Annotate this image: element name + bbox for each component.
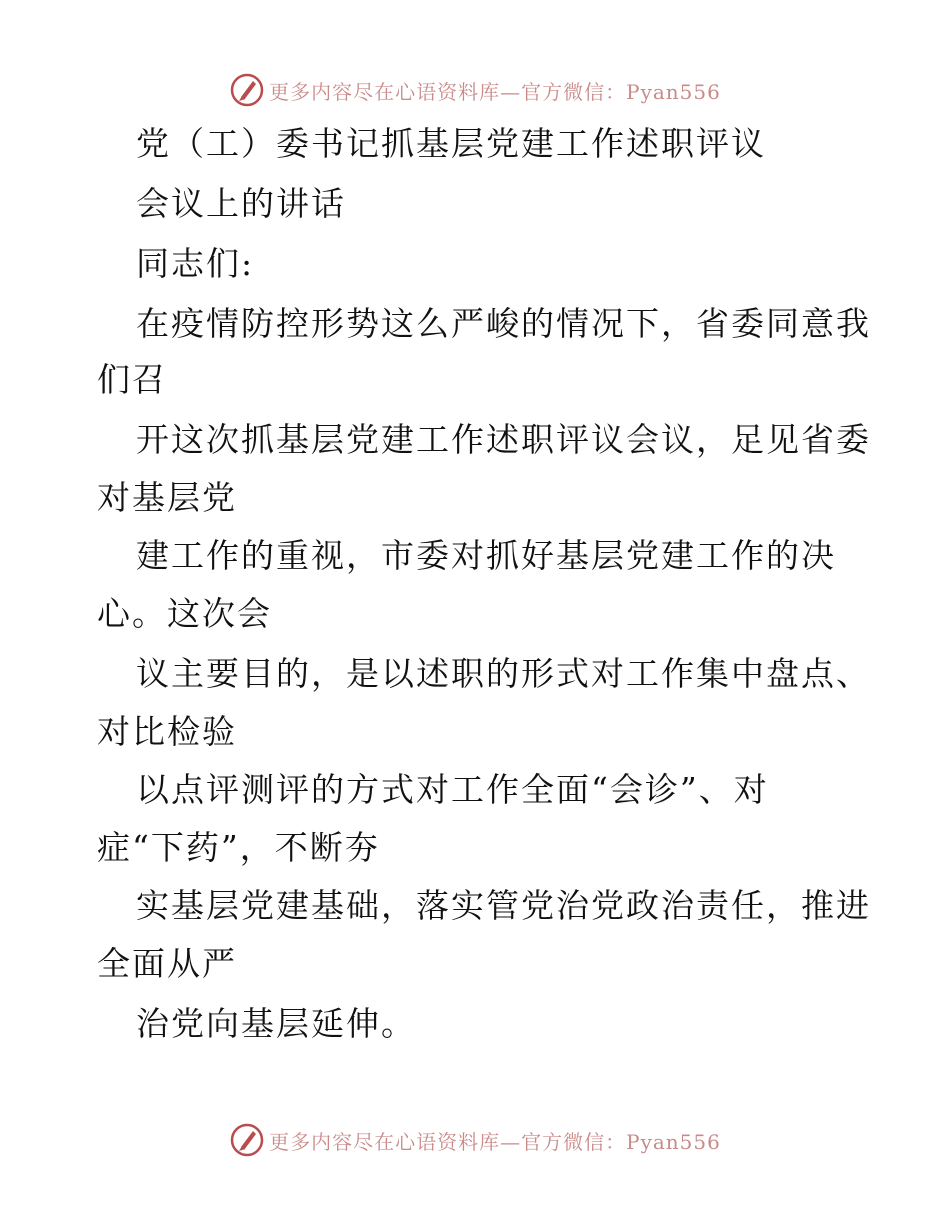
doc-line: 会议上的讲话	[136, 184, 346, 223]
doc-line: 党（工）委书记抓基层党建工作述职评议	[136, 124, 766, 163]
watermark-text: 更多内容尽在心语资料库—官方微信：Pyan556	[269, 79, 721, 104]
doc-line: 对基层党	[97, 478, 237, 517]
doc-line: 开这次抓基层党建工作述职评议会议，足见省委	[136, 420, 871, 459]
doc-line: 建工作的重视，市委对抓好基层党建工作的决	[136, 536, 836, 575]
doc-line: 在疫情防控形势这么严峻的情况下，省委同意我	[136, 304, 871, 343]
pen-nib-icon	[229, 72, 265, 108]
doc-line: 以点评测评的方式对工作全面“会诊”、对	[136, 770, 769, 809]
doc-line: 治党向基层延伸。	[136, 1004, 416, 1043]
watermark-text: 更多内容尽在心语资料库—官方微信：Pyan556	[269, 1129, 721, 1154]
doc-line: 全面从严	[97, 944, 237, 983]
footer-watermark	[0, 1120, 950, 1160]
doc-line: 对比检验	[97, 712, 237, 751]
doc-line: 心。这次会	[97, 594, 272, 633]
doc-line: 们召	[97, 360, 167, 399]
doc-line: 同志们:	[136, 244, 255, 283]
doc-line: 实基层党建基础，落实管党治党政治责任，推进	[136, 886, 871, 925]
pen-nib-icon	[229, 1122, 265, 1158]
doc-line: 症“下药”，不断夯	[97, 828, 380, 867]
header-watermark	[0, 70, 950, 110]
doc-line: 议主要目的，是以述职的形式对工作集中盘点、	[136, 654, 871, 693]
